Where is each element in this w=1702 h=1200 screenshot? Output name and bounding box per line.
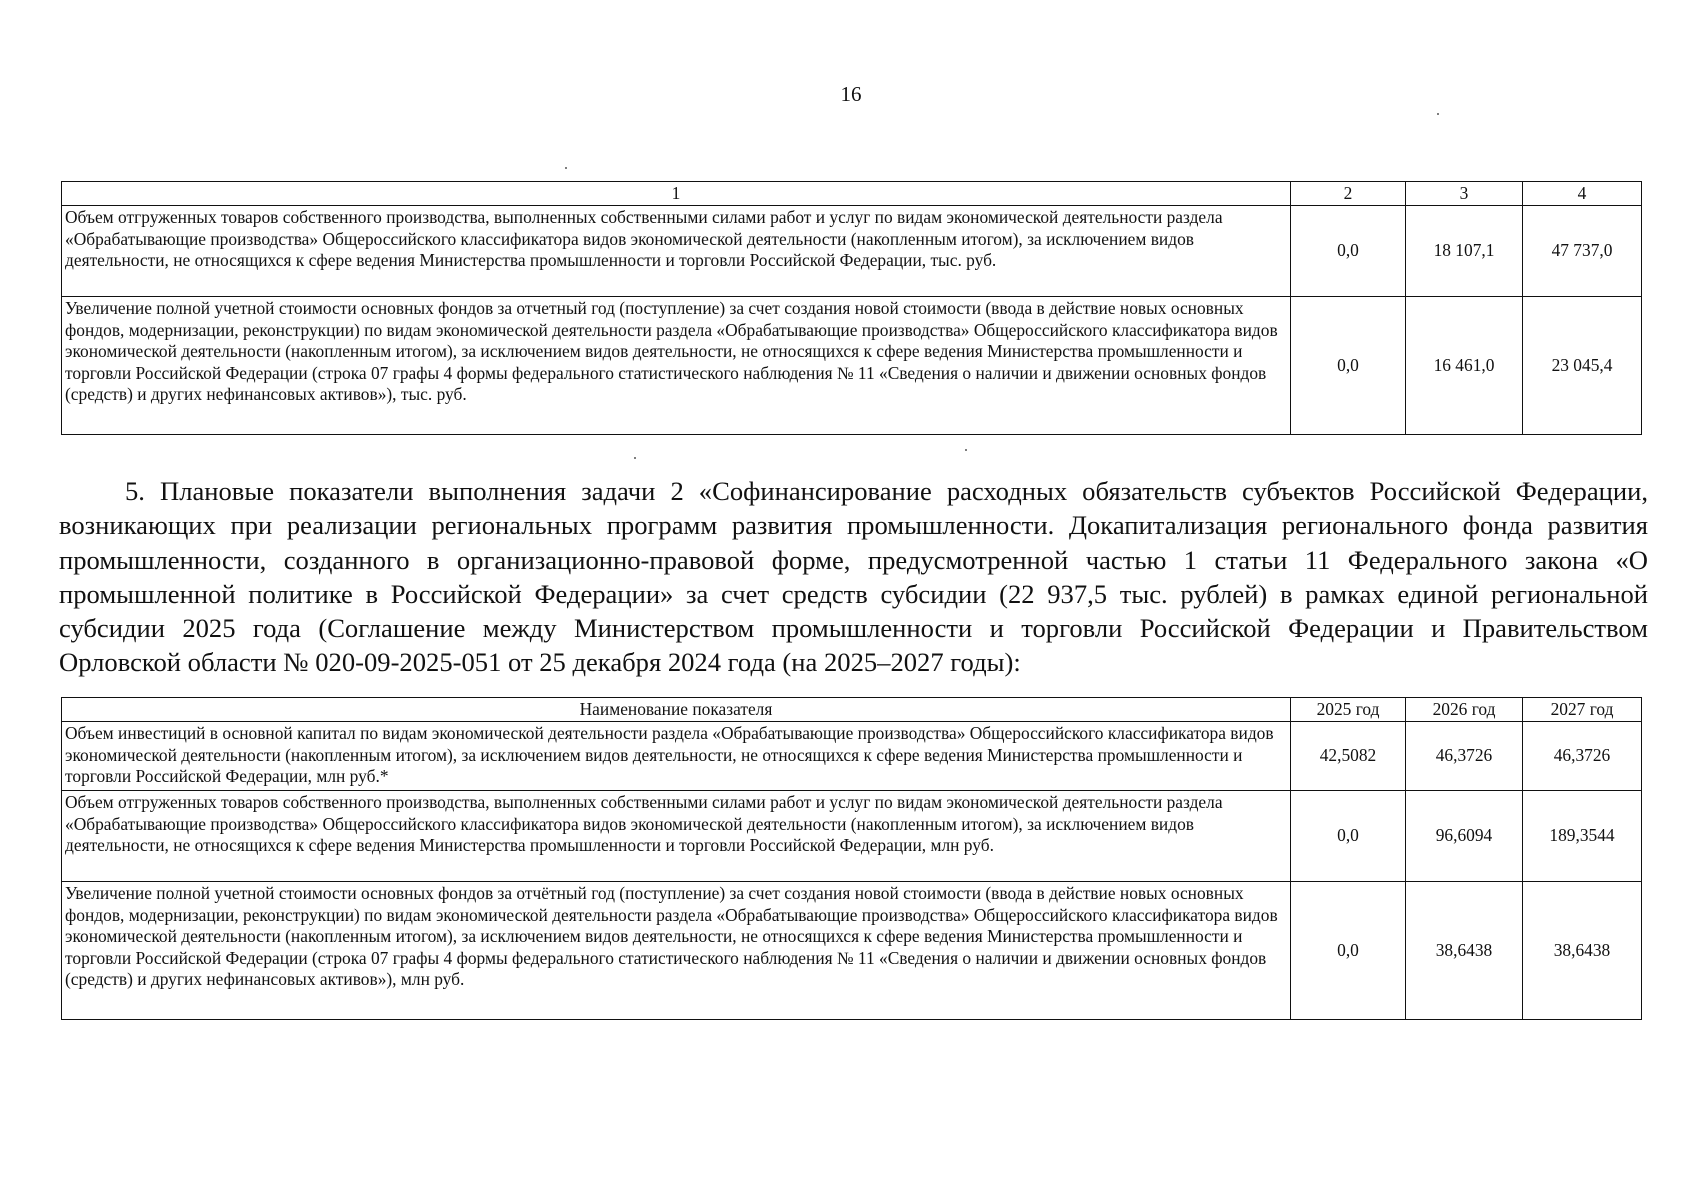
table-row — [62, 297, 1642, 435]
scan-artifact — [634, 457, 636, 459]
indicator-value: 189,3544 — [1523, 791, 1642, 882]
column-header: 1 — [62, 182, 1291, 206]
page-number: 16 — [840, 82, 862, 106]
table-row — [62, 791, 1642, 882]
column-header: 2025 год — [1291, 698, 1406, 722]
indicator-table-1 — [61, 181, 1642, 435]
indicator-name: Объем инвестиций в основной капитал по видам экономической деятельности раздела «Обрабатывающие производства» Общероссийского классификатора видов экономической деятельности (накопленным итогом), за исключением видов деятельности, не относящихся к сфере ведения Министерства промышленности и торговли Российской Федерации, млн руб.* — [62, 722, 1291, 791]
indicator-value: 16 461,0 — [1406, 297, 1523, 435]
indicator-value: 96,6094 — [1406, 791, 1523, 882]
scan-artifact — [565, 167, 567, 169]
indicator-value: 18 107,1 — [1406, 206, 1523, 297]
indicator-value: 0,0 — [1291, 206, 1406, 297]
indicator-value: 46,3726 — [1523, 722, 1642, 791]
table-row — [62, 882, 1642, 1020]
indicator-value: 0,0 — [1291, 297, 1406, 435]
indicator-name: Объем отгруженных товаров собственного производства, выполненных собственными силами работ и услуг по видам экономической деятельности раздела «Обрабатывающие производства» Общероссийского классификатора видов экономической деятельности (накопленным итогом), за исключением видов деятельности, не относящихся к сфере ведения Министерства промышленности и торговли Российской Федерации, млн руб. — [62, 791, 1291, 882]
table-row — [62, 206, 1642, 297]
indicator-value: 0,0 — [1291, 882, 1406, 1020]
indicator-name: Увеличение полной учетной стоимости основных фондов за отчетный год (поступление) за счет создания новой стоимости (ввода в действие новых основных фондов, модернизации, реконструкции) по видам экономической деятельности раздела «Обрабатывающие производства» Общероссийского классификатора видов экономической деятельности (накопленным итогом), за исключением видов деятельности, не относящихся к сфере ведения Министерства промышленности и торговли Российской Федерации (строка 07 графы 4 формы федерального статистического наблюдения № 11 «Сведения о наличии и движении основных фондов (средств) и других нефинансовых активов»), тыс. руб. — [62, 297, 1291, 435]
table-row — [62, 722, 1642, 791]
column-header: 2026 год — [1406, 698, 1523, 722]
indicator-name: Увеличение полной учетной стоимости основных фондов за отчётный год (поступление) за счет создания новой стоимости (ввода в действие новых основных фондов, модернизации, реконструкции) по видам экономической деятельности раздела «Обрабатывающие производства» Общероссийского классификатора видов экономической деятельности (накопленным итогом), за исключением видов деятельности, не относящихся к сфере ведения Министерства промышленности и торговли Российской Федерации (строка 07 графы 4 формы федерального статистического наблюдения № 11 «Сведения о наличии и движении основных фондов (средств) и других нефинансовых активов»), млн руб. — [62, 882, 1291, 1020]
table-header-row — [62, 698, 1642, 722]
indicator-value: 38,6438 — [1523, 882, 1642, 1020]
column-header: 4 — [1523, 182, 1642, 206]
scan-artifact — [1437, 113, 1439, 115]
column-header: Наименование показателя — [62, 698, 1291, 722]
indicator-value: 23 045,4 — [1523, 297, 1642, 435]
indicator-table-2 — [61, 697, 1642, 1020]
column-header: 2027 год — [1523, 698, 1642, 722]
column-header: 3 — [1406, 182, 1523, 206]
indicator-value: 42,5082 — [1291, 722, 1406, 791]
indicator-value: 0,0 — [1291, 791, 1406, 882]
scan-artifact — [965, 449, 967, 451]
indicator-value: 46,3726 — [1406, 722, 1523, 791]
column-header: 2 — [1291, 182, 1406, 206]
section-5-paragraph: 5. Плановые показатели выполнения задачи 2 «Софинансирование расходных обязательств субъектов Российской Федерации, возникающих при реализации региональных программ развития промышленности. Докапитализация регионального фонда развития промышленности, созданного в организационно-правовой форме, предусмотренной частью 1 статьи 11 Федерального закона «О промышленной политике в Российской Федерации» за счет средств субсидии (22 937,5 тыс. рублей) в рамках единой региональной субсидии 2025 года (Соглашение между Министерством промышленности и торговли Российской Федерации и Правительством Орловской области № 020-09-2025-051 от 25 декабря 2024 года (на 2025–2027 годы): — [59, 476, 1648, 678]
table-header-row — [62, 182, 1642, 206]
indicator-value: 47 737,0 — [1523, 206, 1642, 297]
indicator-value: 38,6438 — [1406, 882, 1523, 1020]
indicator-name: Объем отгруженных товаров собственного производства, выполненных собственными силами работ и услуг по видам экономической деятельности раздела «Обрабатывающие производства» Общероссийского классификатора видов экономической деятельности (накопленным итогом), за исключением видов деятельности, не относящихся к сфере ведения Министерства промышленности и торговли Российской Федерации, тыс. руб. — [62, 206, 1291, 297]
